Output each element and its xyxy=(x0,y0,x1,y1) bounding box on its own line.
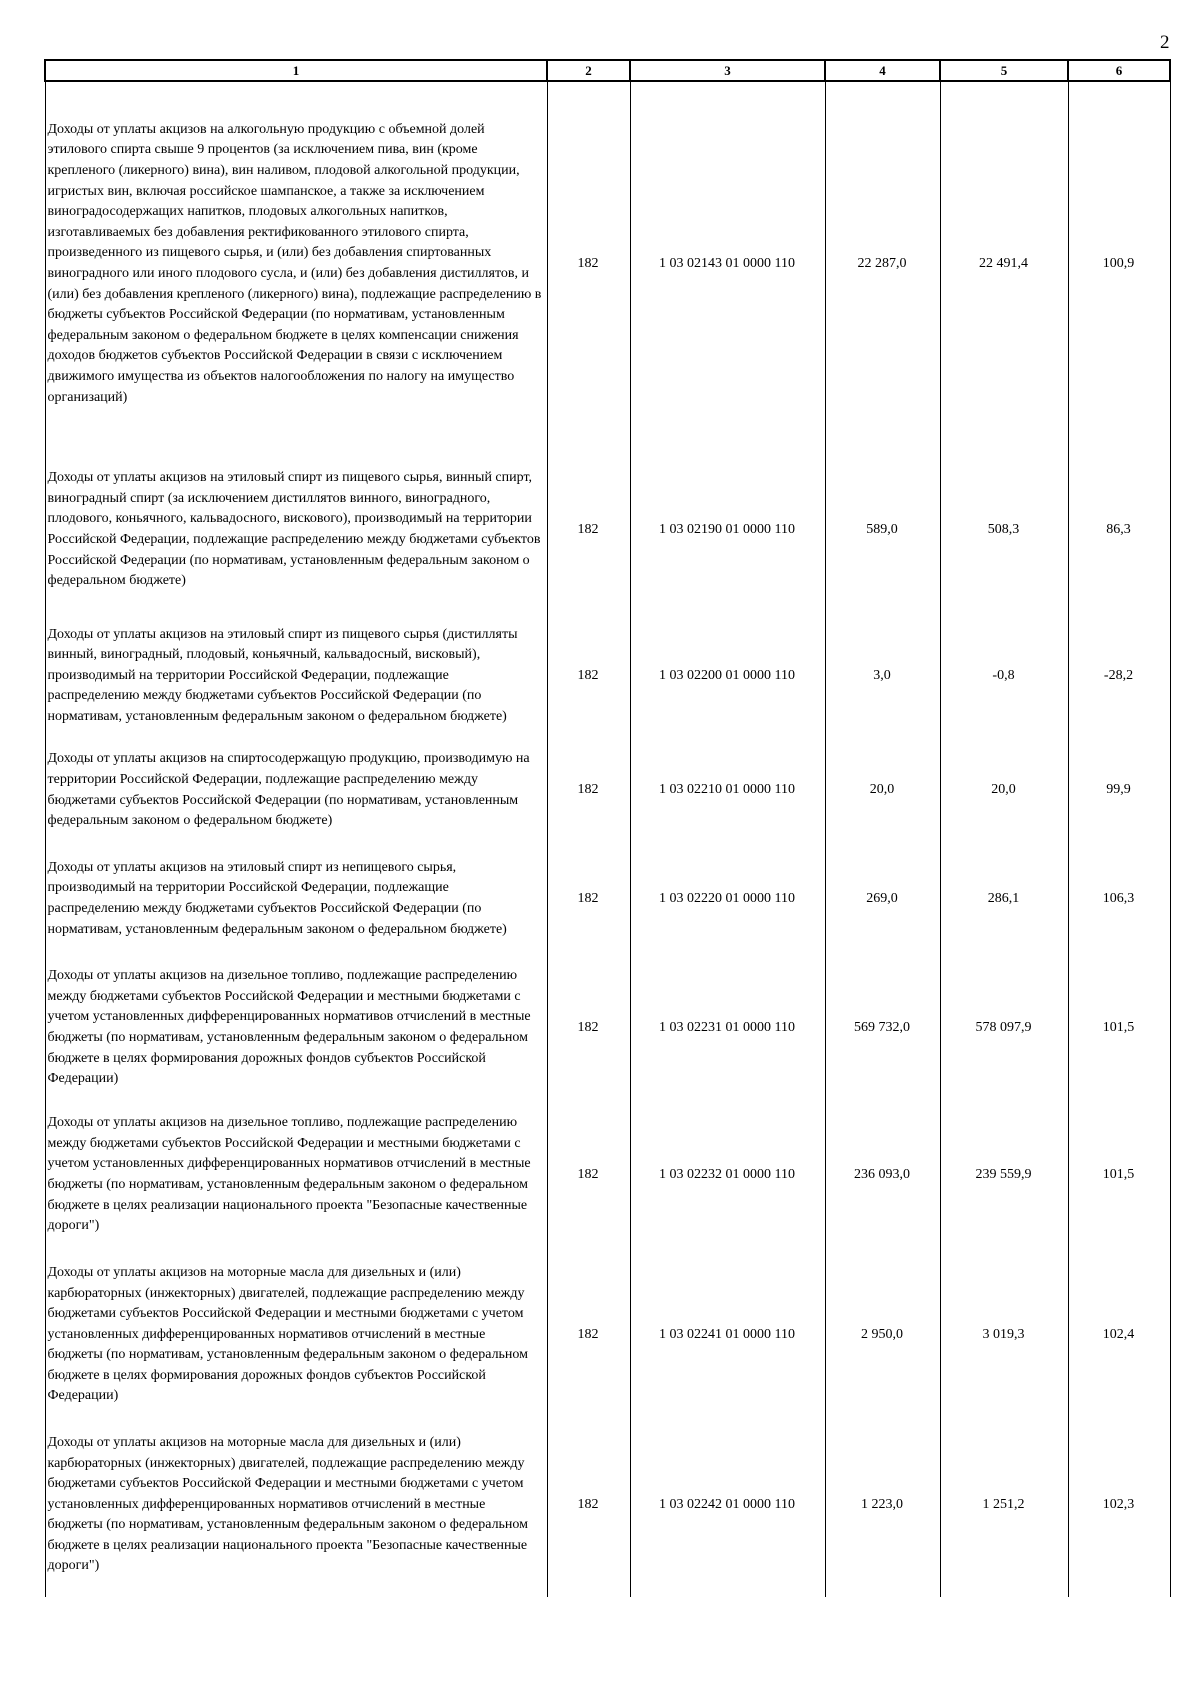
actual-amount: 578 097,9 xyxy=(940,955,1068,1101)
column-header-5: 5 xyxy=(940,60,1068,81)
revenue-description: Доходы от уплаты акцизов на моторные масла для дизельных и (или) карбюраторных (инжекторных) двигателей, подлежащие распределению между бюджетами субъектов Российской Федерации и местными бюджетами с учетом установленных дифференцированных нормативов отчислений в местные бюджеты (по нормативам, установленным федеральным законом о федеральном бюджете в целях формирования дорожных фондов субъектов Российской Федерации) xyxy=(45,1249,547,1421)
table-row xyxy=(45,1249,1170,1421)
admin-code: 182 xyxy=(547,614,630,738)
revenue-description: Доходы от уплаты акцизов на алкогольную продукцию с объемной долей этилового спирта свыше 9 процентов (за исключением пива, вин (кроме крепленого (ликерного) вина), вин наливом, плодовой алкогольной продукции, игристых вин, включая российское шампанское, а также за исключением виноградосодержащих напитков, плодовых алкогольных напитков, изготавливаемых без добавления ректификованного этилового спирта, произведенного из пищевого сырья, и (или) без добавления спиртованных виноградного или иного плодового сусла, и (или) без добавления дистиллятов, и (или) без добавления крепленого (ликерного) вина), подлежащие распределению в бюджеты субъектов Российской Федерации (по нормативам, установленным федеральным законом о федеральном бюджете в целях компенсации снижения доходов бюджетов субъектов Российской Федерации в связи с исключением движимого имущества из объектов налогообложения по налогу на имущество организаций) xyxy=(45,81,547,446)
revenue-description: Доходы от уплаты акцизов на этиловый спирт из пищевого сырья (дистилляты винный, виноградный, плодовый, коньячный, кальвадосный, висковый), производимый на территории Российской Федерации, подлежащие распределению между бюджетами субъектов Российской Федерации (по нормативам, установленным федеральным законом о федеральном бюджете) xyxy=(45,614,547,738)
table-row xyxy=(45,843,1170,955)
column-header-4: 4 xyxy=(825,60,940,81)
budget-classification-code: 1 03 02242 01 0000 110 xyxy=(630,1421,825,1589)
execution-percent: 100,9 xyxy=(1068,81,1170,446)
admin-code: 182 xyxy=(547,81,630,446)
empty-cell xyxy=(940,1589,1068,1597)
budget-classification-code: 1 03 02220 01 0000 110 xyxy=(630,843,825,955)
revenue-description: Доходы от уплаты акцизов на этиловый спирт из непищевого сырья, производимый на территории Российской Федерации, подлежащие распределению между бюджетами субъектов Российской Федерации (по нормативам, установленным федеральным законом о федеральном бюджете) xyxy=(45,843,547,955)
admin-code: 182 xyxy=(547,843,630,955)
table-row xyxy=(45,738,1170,843)
revenue-description: Доходы от уплаты акцизов на дизельное топливо, подлежащие распределению между бюджетами субъектов Российской Федерации и местными бюджетами с учетом установленных дифференцированных нормативов отчислений в местные бюджеты (по нормативам, установленным федеральным законом о федеральном бюджете в целях формирования дорожных фондов субъектов Российской Федерации) xyxy=(45,955,547,1101)
admin-code: 182 xyxy=(547,1421,630,1589)
actual-amount: -0,8 xyxy=(940,614,1068,738)
table-row xyxy=(45,446,1170,614)
revenue-description: Доходы от уплаты акцизов на моторные масла для дизельных и (или) карбюраторных (инжекторных) двигателей, подлежащие распределению между бюджетами субъектов Российской Федерации и местными бюджетами с учетом установленных дифференцированных нормативов отчислений в местные бюджеты (по нормативам, установленным федеральным законом о федеральном бюджете в целях реализации национального проекта "Безопасные качественные дороги") xyxy=(45,1421,547,1589)
execution-percent: 102,3 xyxy=(1068,1421,1170,1589)
planned-amount: 236 093,0 xyxy=(825,1101,940,1249)
empty-cell xyxy=(547,1589,630,1597)
table-row xyxy=(45,1421,1170,1589)
planned-amount: 3,0 xyxy=(825,614,940,738)
actual-amount: 22 491,4 xyxy=(940,81,1068,446)
planned-amount: 589,0 xyxy=(825,446,940,614)
planned-amount: 1 223,0 xyxy=(825,1421,940,1589)
table-continuation xyxy=(45,1589,1170,1597)
actual-amount: 3 019,3 xyxy=(940,1249,1068,1421)
empty-cell xyxy=(825,1589,940,1597)
actual-amount: 20,0 xyxy=(940,738,1068,843)
empty-cell xyxy=(1068,1589,1170,1597)
empty-cell xyxy=(45,1589,547,1597)
execution-percent: -28,2 xyxy=(1068,614,1170,738)
table-row xyxy=(45,614,1170,738)
budget-classification-code: 1 03 02143 01 0000 110 xyxy=(630,81,825,446)
budget-classification-code: 1 03 02200 01 0000 110 xyxy=(630,614,825,738)
admin-code: 182 xyxy=(547,446,630,614)
column-header-6: 6 xyxy=(1068,60,1170,81)
execution-percent: 86,3 xyxy=(1068,446,1170,614)
execution-percent: 106,3 xyxy=(1068,843,1170,955)
execution-percent: 102,4 xyxy=(1068,1249,1170,1421)
actual-amount: 286,1 xyxy=(940,843,1068,955)
budget-classification-code: 1 03 02190 01 0000 110 xyxy=(630,446,825,614)
column-header-3: 3 xyxy=(630,60,825,81)
revenue-description: Доходы от уплаты акцизов на дизельное топливо, подлежащие распределению между бюджетами субъектов Российской Федерации и местными бюджетами с учетом установленных дифференцированных нормативов отчислений в местные бюджеты (по нормативам, установленным федеральным законом о федеральном бюджете в целях реализации национального проекта "Безопасные качественные дороги") xyxy=(45,1101,547,1249)
admin-code: 182 xyxy=(547,738,630,843)
table-row xyxy=(45,1101,1170,1249)
column-header-2: 2 xyxy=(547,60,630,81)
budget-classification-code: 1 03 02210 01 0000 110 xyxy=(630,738,825,843)
revenue-description: Доходы от уплаты акцизов на этиловый спирт из пищевого сырья, винный спирт, виноградный спирт (за исключением дистиллятов винного, виноградного, плодового, коньячного, кальвадосного, вискового), производимый на территории Российской Федерации, подлежащие распределению между бюджетами субъектов Российской Федерации (по нормативам, установленным федеральным законом о федеральном бюджете) xyxy=(45,446,547,614)
planned-amount: 269,0 xyxy=(825,843,940,955)
admin-code: 182 xyxy=(547,1249,630,1421)
execution-percent: 101,5 xyxy=(1068,955,1170,1101)
actual-amount: 508,3 xyxy=(940,446,1068,614)
planned-amount: 20,0 xyxy=(825,738,940,843)
header-row xyxy=(45,60,1170,81)
actual-amount: 1 251,2 xyxy=(940,1421,1068,1589)
planned-amount: 2 950,0 xyxy=(825,1249,940,1421)
actual-amount: 239 559,9 xyxy=(940,1101,1068,1249)
execution-percent: 101,5 xyxy=(1068,1101,1170,1249)
budget-classification-code: 1 03 02232 01 0000 110 xyxy=(630,1101,825,1249)
table-row xyxy=(45,81,1170,446)
table-row xyxy=(45,955,1170,1101)
admin-code: 182 xyxy=(547,955,630,1101)
admin-code: 182 xyxy=(547,1101,630,1249)
column-header-1: 1 xyxy=(45,60,547,81)
budget-classification-code: 1 03 02231 01 0000 110 xyxy=(630,955,825,1101)
page-number: 2 xyxy=(1160,32,1170,53)
empty-cell xyxy=(630,1589,825,1597)
planned-amount: 22 287,0 xyxy=(825,81,940,446)
budget-classification-code: 1 03 02241 01 0000 110 xyxy=(630,1249,825,1421)
execution-percent: 99,9 xyxy=(1068,738,1170,843)
revenue-table xyxy=(44,59,1171,1597)
revenue-description: Доходы от уплаты акцизов на спиртосодержащую продукцию, производимую на территории Российской Федерации, подлежащие распределению между бюджетами субъектов Российской Федерации (по нормативам, установленным федеральным законом о федеральном бюджете) xyxy=(45,738,547,843)
planned-amount: 569 732,0 xyxy=(825,955,940,1101)
